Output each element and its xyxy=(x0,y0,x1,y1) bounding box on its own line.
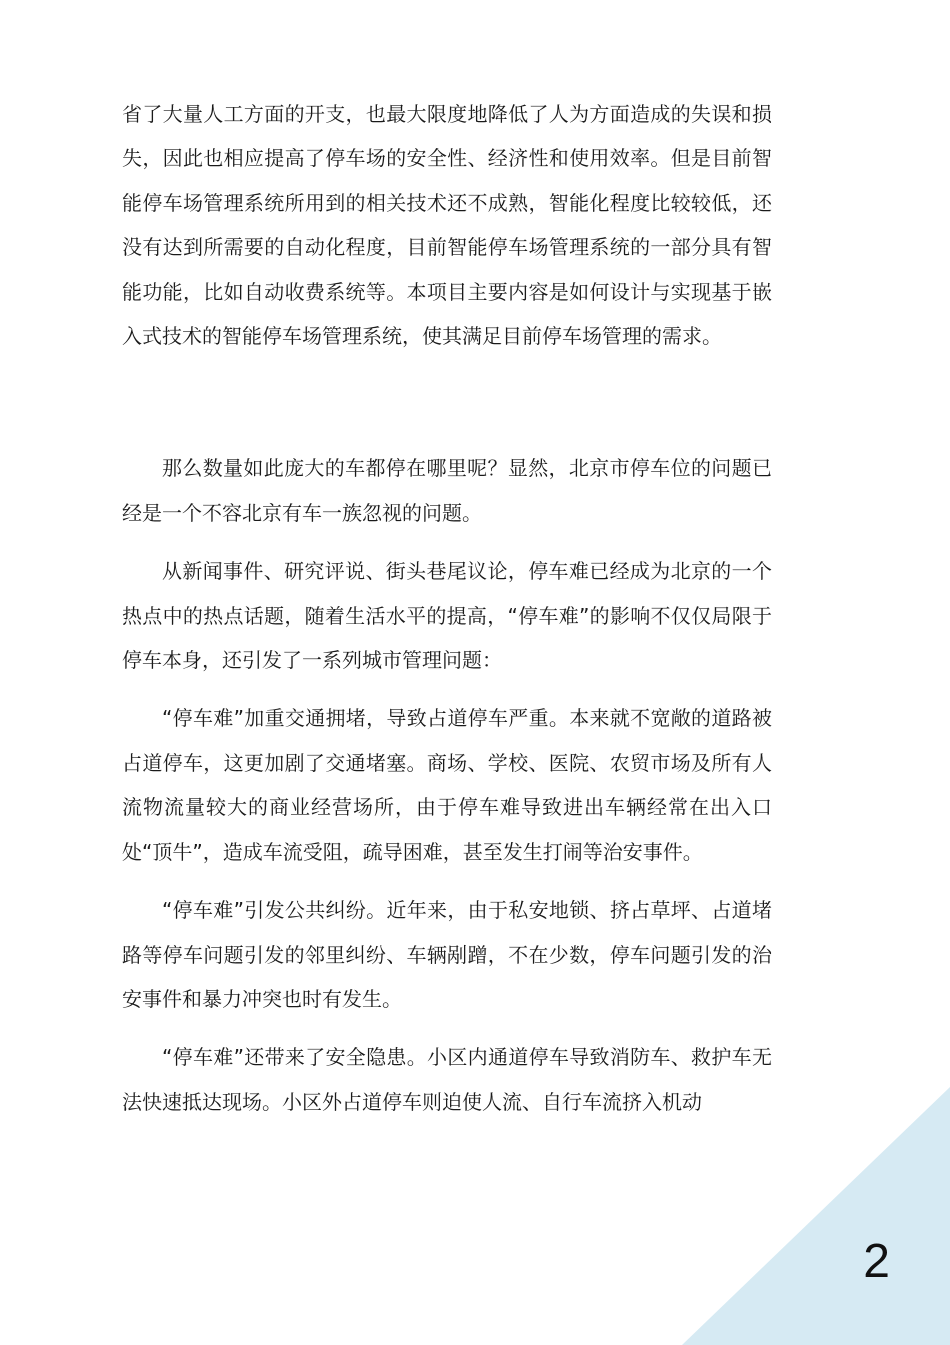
paragraph-safety-hazards: “停车难”还带来了安全隐患。小区内通道停车导致消防车、救护车无法快速抵达现场。小区外占道停车则迫使人流、自行车流挤入机动 xyxy=(122,1045,772,1114)
corner-triangle-decoration xyxy=(682,1087,950,1345)
paragraph-public-disputes: “停车难”引发公共纠纷。近年来，由于私安地锁、挤占草坪、占道堵路等停车问题引发的邻里纠纷、车辆剐蹭，不在少数，停车问题引发的治安事件和暴力冲突也时有发生。 xyxy=(122,898,772,1011)
paragraph-continuation: 省了大量人工方面的开支，也最大限度地降低了人为方面造成的失误和损失，因此也相应提高了停车场的安全性、经济性和使用效率。但是目前智能停车场管理系统所用到的相关技术还不成熟，智能化程度比较较低，还没有达到所需要的自动化程度，目前智能停车场管理系统的一部分具有智能功能，比如自动收费系统等。本项目主要内容是如何设计与实现基于嵌入式技术的智能停车场管理系统，使其满足目前停车场管理的需求。 xyxy=(122,102,772,349)
paragraph-traffic-congestion: “停车难”加重交通拥堵，导致占道停车严重。本来就不宽敞的道路被占道停车，这更加剧了交通堵塞。商场、学校、医院、农贸市场及所有人流物流量较大的商业经营场所，由于停车难导致进出车辆经常在出入口处“顶牛”，造成车流受阻，疏导困难，甚至发生打闹等治安事件。 xyxy=(122,706,772,864)
document-body xyxy=(122,92,772,1124)
paragraph-hot-topic: 从新闻事件、研究评说、街头巷尾议论，停车难已经成为北京的一个热点中的热点话题，随着生活水平的提高，“停车难”的影响不仅仅局限于停车本身，还引发了一系列城市管理问题： xyxy=(122,559,772,673)
page-number: 2 xyxy=(863,1235,890,1288)
paragraph-parking-question: 那么数量如此庞大的车都停在哪里呢？显然，北京市停车位的问题已经是一个不容北京有车一族忽视的问题。 xyxy=(122,456,772,525)
